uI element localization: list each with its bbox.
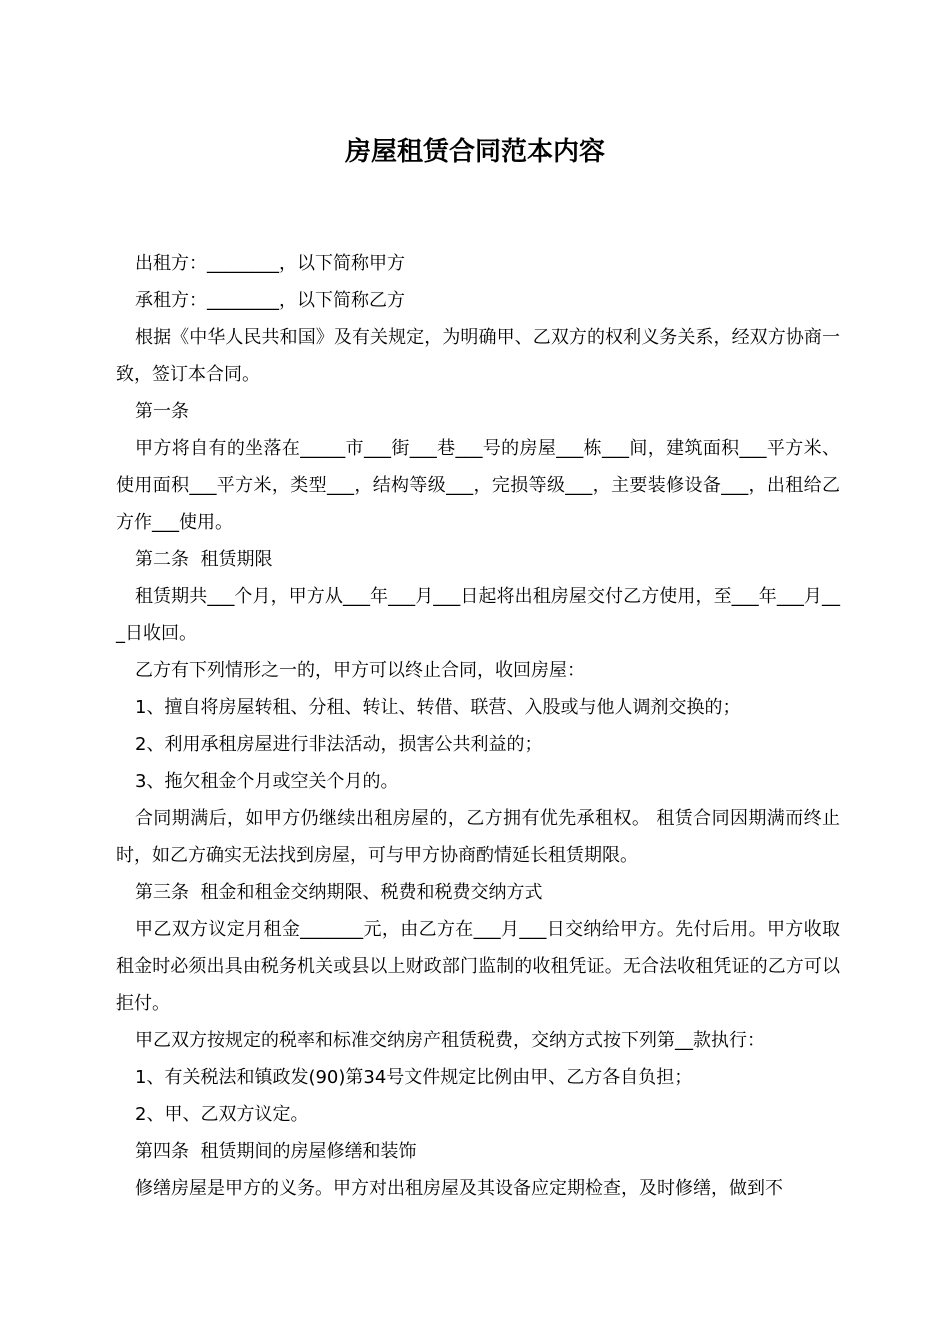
list-item: 1、有关税法和镇政发(90)第34号文件规定比例由甲、乙方各自负担； [135,1067,693,1088]
document-body [116,245,840,1207]
document-title: 房屋租赁合同范本内容 [344,137,605,167]
paragraph-property: 甲方将自有的坐落在_____市___街___巷___号的房屋___栋___间，建筑面积___平方米、使用面积___平方米，类型___，结构等级___，完损等级___，主要装修设备___，出租给乙方作___使用。 [116,438,840,533]
article-heading-3: 第三条 租金和租金交纳期限、税费和税费交纳方式 [135,882,543,903]
list-item: 2、甲、乙双方议定。 [135,1104,309,1125]
paragraph-preamble: 根据《中华人民共和国》及有关规定，为明确甲、乙双方的权利义务关系，经双方协商一致，签订本合同。 [116,327,840,385]
paragraph-renewal: 合同期满后，如甲方仍继续出租房屋的，乙方拥有优先承租权。 租赁合同因期满而终止时，如乙方确实无法找到房屋，可与甲方协商酌情延长租赁期限。 [116,808,840,866]
paragraph-termination: 乙方有下列情形之一的，甲方可以终止合同，收回房屋： [135,660,585,681]
paragraph-lessor: 出租方：________，以下简称甲方 [135,253,405,274]
list-item: 1、擅自将房屋转租、分租、转让、转借、联营、入股或与他人调剂交换的； [135,697,741,718]
article-heading-2: 第二条 租赁期限 [135,549,273,570]
list-item: 3、拖欠租金个月或空关个月的。 [135,771,399,792]
paragraph-tax: 甲乙双方按规定的税率和标准交纳房产租赁税费，交纳方式按下列第__款执行： [135,1030,765,1051]
article-heading-1: 第一条 [135,401,189,422]
article-heading-4: 第四条 租赁期间的房屋修缮和装饰 [135,1141,417,1162]
paragraph-rent: 甲乙双方议定月租金_______元，由乙方在___月___日交纳给甲方。先付后用。甲方收取租金时必须出具由税务机关或县以上财政部门监制的收租凭证。无合法收租凭证的乙方可以拒付。 [116,919,840,1014]
list-item: 2、利用承租房屋进行非法活动，损害公共利益的； [135,734,543,755]
paragraph-lessee: 承租方：________，以下简称乙方 [135,290,405,311]
paragraph-term: 租赁期共___个月，甲方从___年___月___日起将出租房屋交付乙方使用，至___年___月___日收回。 [116,586,840,644]
paragraph-repair: 修缮房屋是甲方的义务。甲方对出租房屋及其设备应定期检查，及时修缮，做到不 [135,1178,783,1199]
